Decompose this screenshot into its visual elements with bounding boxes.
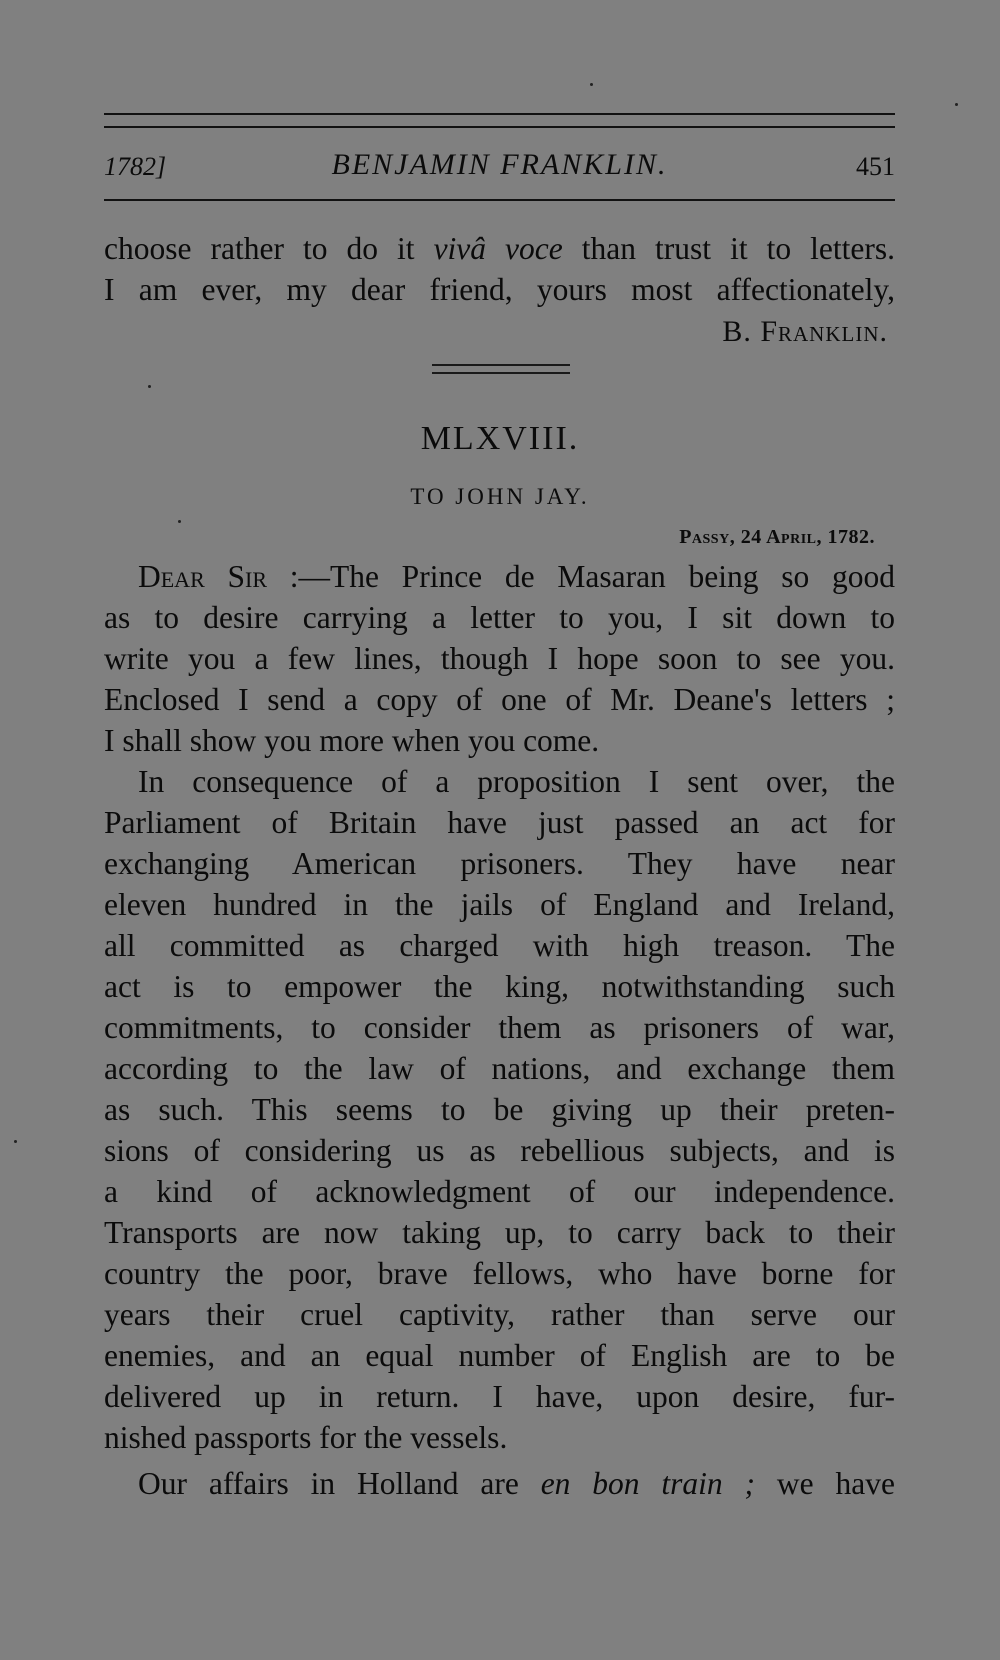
top-rule-upper (104, 113, 895, 115)
top-rule-lower (104, 126, 895, 128)
scan-speck (955, 103, 958, 106)
paragraph-line: Parliament of Britain have just passed an act for (104, 805, 895, 840)
paragraph-line: I shall show you more when you come. (104, 723, 600, 758)
separator-rule-upper (432, 364, 570, 366)
paragraph-line: act is to empower the king, notwithstanding such (104, 969, 895, 1004)
paragraph-line: commitments, to consider them as prisoners of war, (104, 1010, 895, 1045)
paragraph-line: write you a few lines, though I hope soon to see you. (104, 641, 895, 676)
paragraph-line: Dear Sir :—The Prince de Masaran being so good (138, 559, 895, 594)
scan-speck (590, 83, 593, 86)
paragraph-2 (104, 761, 895, 1458)
paragraph-line: exchanging American prisoners. They have near (104, 846, 895, 881)
closing-line-2: I am ever, my dear friend, yours most affectionately, (104, 272, 895, 307)
running-head-year: 1782] (104, 152, 167, 181)
paragraph-line: Transports are now taking up, to carry back to their (104, 1215, 895, 1250)
paragraph-line: years their cruel captivity, rather than serve our (104, 1297, 895, 1332)
paragraph-line: Enclosed I send a copy of one of Mr. Deane's letters ; (104, 682, 895, 717)
running-head-title: BENJAMIN FRANKLIN. (331, 148, 668, 181)
scan-speck (14, 1140, 17, 1143)
paragraph-3 (104, 1463, 895, 1504)
signature: B. Franklin. (722, 315, 888, 348)
paragraph-line: Our affairs in Holland are en bon train ; we have (138, 1466, 895, 1501)
scan-speck (148, 385, 151, 388)
running-head (104, 146, 895, 190)
paragraph-line: according to the law of nations, and exchange them (104, 1051, 895, 1086)
paragraph-line: eleven hundred in the jails of England and Ireland, (104, 887, 895, 922)
previous-letter-closing (104, 228, 895, 310)
paragraph-line: as such. This seems to be giving up their preten- (104, 1092, 895, 1127)
paragraph-line: sions of considering us as rebellious subjects, and is (104, 1133, 895, 1168)
paragraph-line: as to desire carrying a letter to you, I sit down to (104, 600, 895, 635)
separator-rule-lower (432, 372, 570, 374)
letter-number: MLXVIII. (420, 420, 580, 457)
scan-speck (178, 520, 181, 523)
paragraph-line: a kind of acknowledgment of our independence. (104, 1174, 895, 1209)
italic-phrase: en bon train ; (540, 1466, 756, 1501)
paragraph-line: enemies, and an equal number of English are to be (104, 1338, 895, 1373)
header-bottom-rule (104, 199, 895, 201)
paragraph-line: In consequence of a proposition I sent over, the (138, 764, 895, 799)
letter-dateline: Passy, 24 April, 1782. (679, 526, 875, 548)
page-number: 451 (856, 152, 895, 181)
italic-phrase: vivâ voce (433, 231, 563, 266)
closing-line-1: choose rather to do it vivâ voce than trust it to letters. (104, 231, 895, 266)
paragraph-1 (104, 556, 895, 761)
salutation: Dear Sir (138, 559, 267, 594)
paragraph-line: all committed as charged with high treason. The (104, 928, 895, 963)
paragraph-line: country the poor, brave fellows, who have borne for (104, 1256, 895, 1291)
letter-addressee: TO JOHN JAY. (410, 484, 590, 509)
paragraph-line: delivered up in return. I have, upon desire, fur- (104, 1379, 895, 1414)
paragraph-line: nished passports for the vessels. (104, 1420, 508, 1455)
